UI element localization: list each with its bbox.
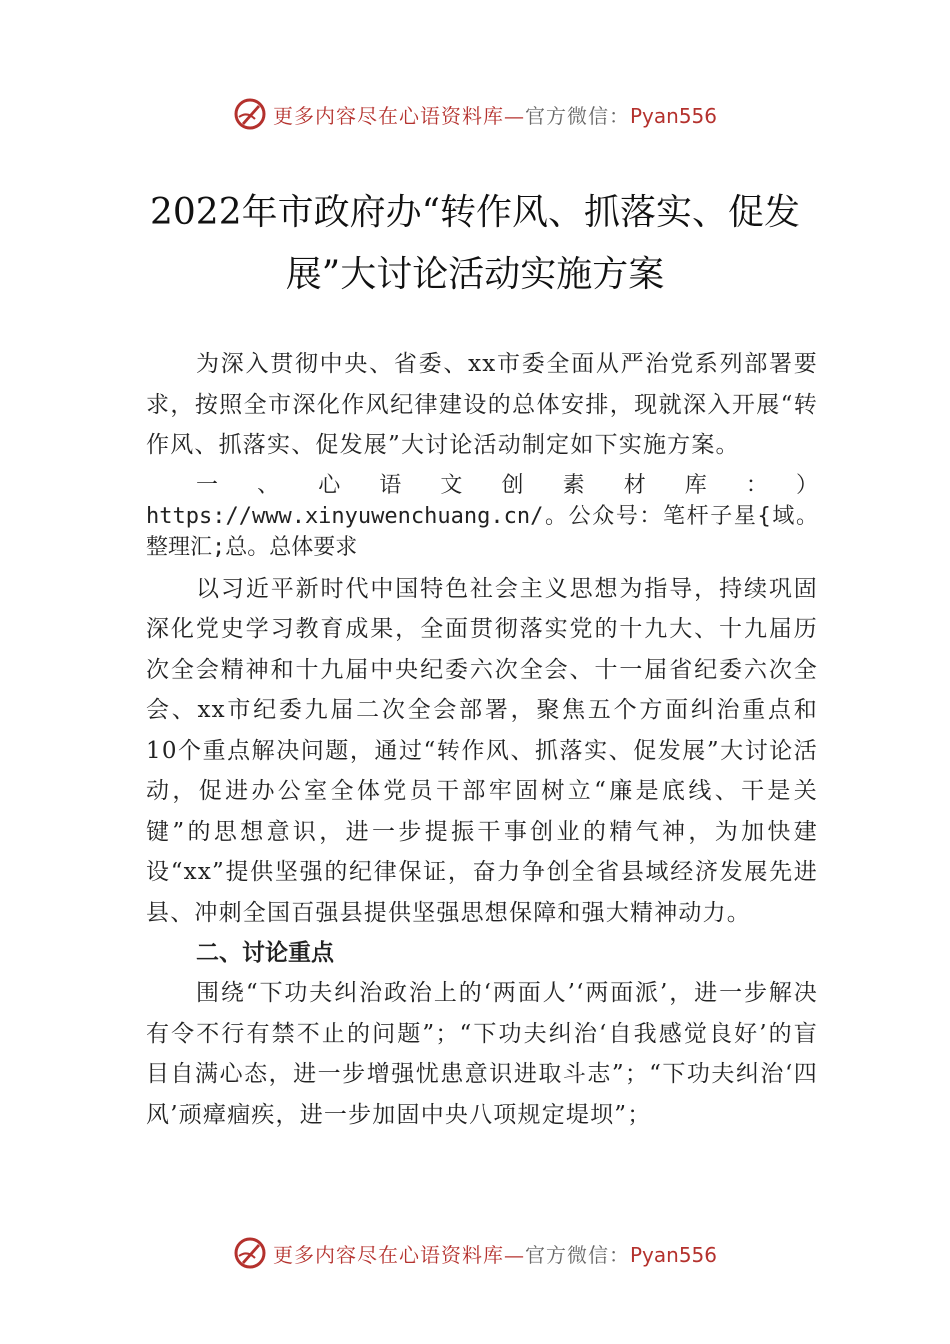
quill-logo-icon [233,1236,267,1270]
watermark-banner-top [0,94,950,134]
quill-logo-icon [233,97,267,131]
paragraph-intro: 为深入贯彻中央、省委、xx市委全面从严治党系列部署要求，按照全市深化作风纪律建设的总体安排，现就深入开展“转作风、抓落实、促发展”大讨论活动制定如下实施方案。 [146,351,818,458]
section-2-heading: 二、讨论重点 [196,940,334,966]
section-1-heading: 一、心语文创素材库：）https://www.xinyuwenchuang.cn/。公众号：笔杆子星{域。整理汇;总。总体要求 [146,472,818,560]
watermark-site-text: 更多内容尽在心语资料库— [272,103,525,128]
document-title [120,182,830,306]
watermark-text [273,100,717,129]
title-line-1: 2022年市政府办“转作风、抓落实、促发 [149,192,801,233]
title-line-2: 展”大讨论活动实施方案 [285,254,665,295]
paragraph-focus: 围绕“下功夫纠治政治上的‘两面人’‘两面派’，进一步解决有令不行有禁不止的问题”；“下功夫纠治‘自我感觉良好’的盲目自满心态，进一步增强忧患意识进取斗志”；“下功夫纠治‘四风’顽瘴痼疾，进一步加固中央八项规定堤坝”； [146,980,818,1128]
watermark-wechat-label: 官方微信： [524,1242,630,1267]
watermark-wechat-label: 官方微信： [524,103,630,128]
document-body [146,344,818,1135]
watermark-wechat-id: Pyan556 [629,1242,717,1267]
watermark-wechat-id: Pyan556 [629,103,717,128]
watermark-banner-bottom [0,1233,950,1273]
watermark-site-text: 更多内容尽在心语资料库— [272,1242,525,1267]
watermark-text [273,1239,717,1268]
paragraph-requirements: 以习近平新时代中国特色社会主义思想为指导，持续巩固深化党史学习教育成果，全面贯彻落实党的十九大、十九届历次全会精神和十九届中央纪委六次全会、十一届省纪委六次全会、xx市纪委九届二次全会部署，聚焦五个方面纠治重点和 10个重点解决问题，通过“转作风、抓落实、促发展”大讨论活动，促进办公室全体党员干部牢固树立“廉是底线、干是关键”的思想意识，进一步提振干事创业的精气神，为加快建设“xx”提供坚强的纪律保证，奋力争创全省县域经济发展先进县、冲刺全国百强县提供坚强思想保障和强大精神动力。 [146,575,818,926]
